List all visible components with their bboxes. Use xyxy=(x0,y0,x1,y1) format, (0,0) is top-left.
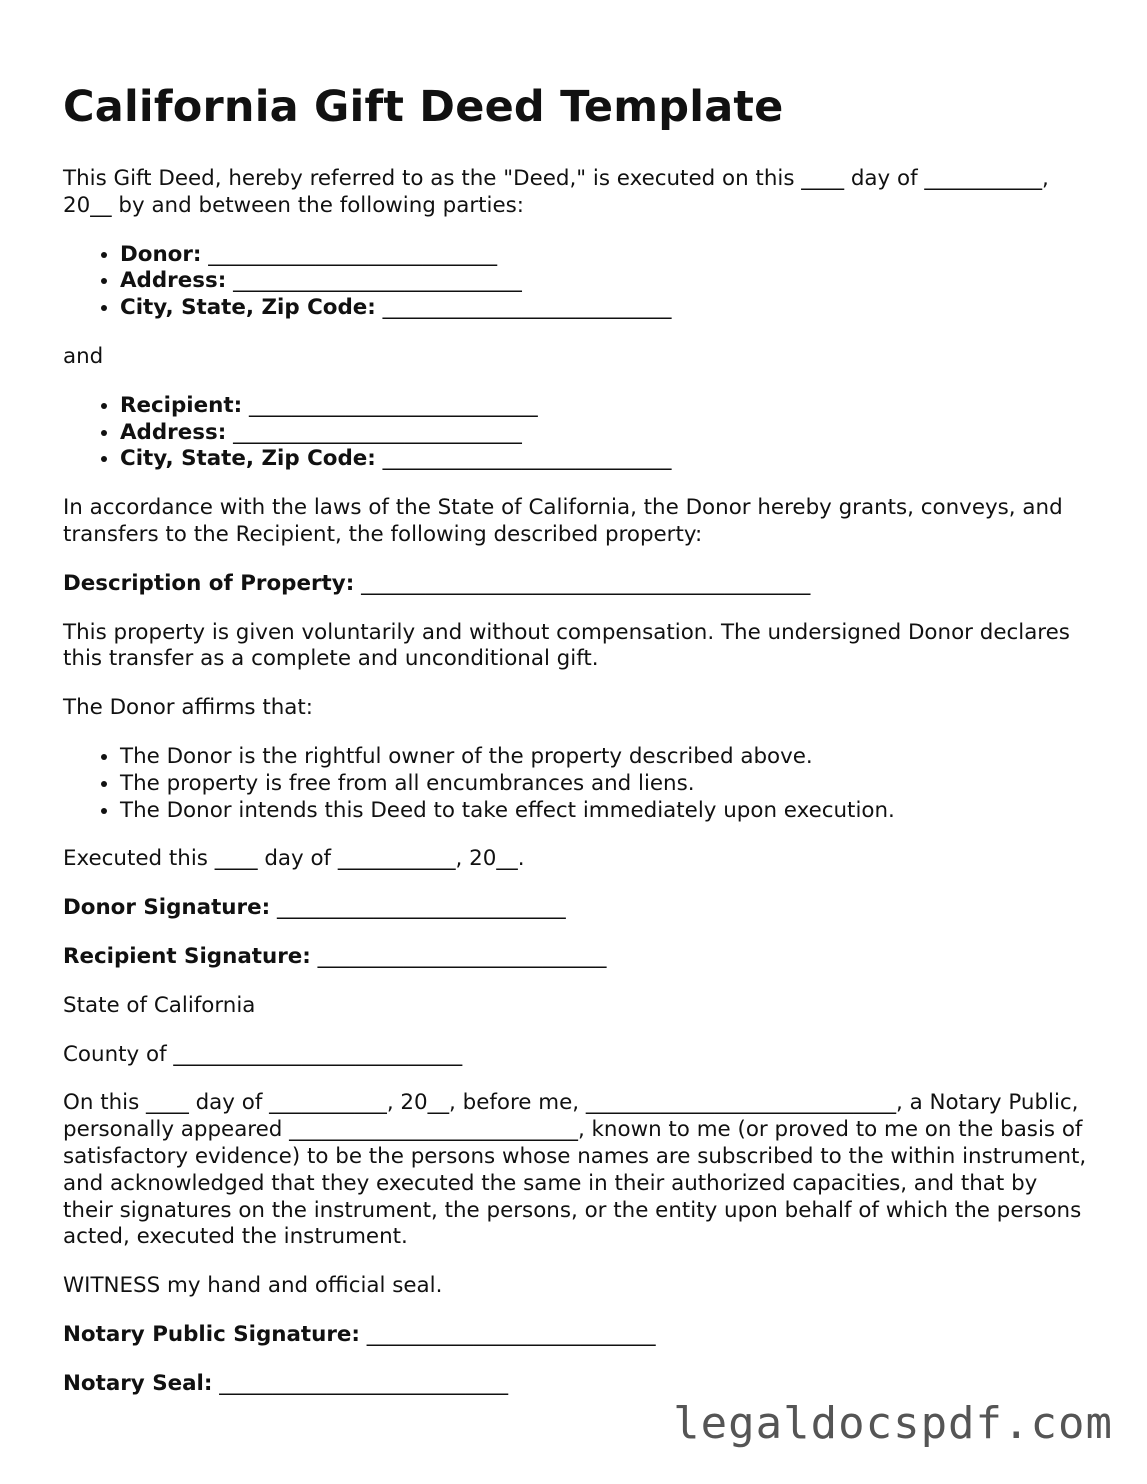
affirms-intro: The Donor affirms that: xyxy=(63,695,314,721)
field-label: Recipient: xyxy=(120,392,243,418)
description-field xyxy=(63,571,1093,598)
grant-paragraph: In accordance with the laws of the State of California, the Donor hereby grants, conveys, and transfers to the Recipient, the following described property: xyxy=(63,495,1063,547)
donor-fields-list xyxy=(63,242,1093,322)
voluntary-paragraph: This property is given voluntarily and without compensation. The undersigned Donor declares this transfer as a complete and unconditional gift. xyxy=(63,619,1070,672)
field-label: Notary Seal: xyxy=(63,1370,213,1396)
field-label: City, State, Zip Code: xyxy=(120,446,376,472)
donor-city-field xyxy=(120,295,1093,322)
field-blank: ___________________________ xyxy=(276,895,566,921)
field-blank: ___________________________ xyxy=(248,392,538,418)
field-blank: ___________________________ xyxy=(233,268,522,294)
recipient-signature-field xyxy=(63,944,1093,971)
donor-name-field xyxy=(120,242,1093,269)
recipient-city-field xyxy=(120,446,1093,473)
county-line: County of ___________________________ xyxy=(63,1041,463,1067)
notary-paragraph: On this ____ day of ___________, 20__, before me, _____________________________, a Notary Public, personally appeared ___________________________, known to me (or proved to me on the basis of satisfactory evidence) to be the persons whose names are subscribed to the within instrument, and acknowledged that they executed the same in their authorized capacities, and that by their signatures on the instrument, the persons, or the entity upon behalf of which the persons acted, executed the instrument. xyxy=(63,1090,1087,1250)
affirmations-list xyxy=(63,744,1093,824)
field-label: Donor: xyxy=(120,241,202,267)
watermark: legaldocspdf.com xyxy=(673,1398,1113,1449)
field-blank: ___________________________ xyxy=(382,295,672,321)
field-blank: ___________________________ xyxy=(208,241,498,267)
witness-line: WITNESS my hand and official seal. xyxy=(63,1273,443,1299)
field-blank: ___________________________ xyxy=(233,419,522,445)
field-label: Address: xyxy=(120,268,227,294)
list-item: • The Donor is the rightful owner of the property described above. xyxy=(120,744,1093,771)
field-label: Recipient Signature: xyxy=(63,943,311,969)
notary-seal-field xyxy=(63,1371,1093,1398)
state-line: State of California xyxy=(63,992,256,1018)
field-blank: ___________________________ xyxy=(382,446,672,472)
recipient-address-field xyxy=(120,420,1093,447)
field-blank: ___________________________ xyxy=(366,1321,656,1347)
executed-line: Executed this ____ day of ___________, 20__. xyxy=(63,846,525,872)
donor-address-field xyxy=(120,268,1093,295)
field-blank: ___________________________ xyxy=(317,943,607,969)
field-label: Description of Property: xyxy=(63,570,355,596)
list-item: • The Donor intends this Deed to take effect immediately upon execution. xyxy=(120,798,1093,825)
field-label: Notary Public Signature: xyxy=(63,1321,360,1347)
field-label: Address: xyxy=(120,419,227,445)
field-label: Donor Signature: xyxy=(63,895,271,921)
field-blank: __________________________________________ xyxy=(361,570,811,596)
intro-paragraph: This Gift Deed, hereby referred to as the "Deed," is executed on this ____ day of ___________, 20__ by and between the following parties: xyxy=(63,166,1049,218)
donor-signature-field xyxy=(63,895,1093,922)
list-item: • The property is free from all encumbrances and liens. xyxy=(120,771,1093,798)
recipient-name-field xyxy=(120,393,1093,420)
document-page xyxy=(63,78,1093,1420)
notary-signature-field xyxy=(63,1322,1093,1349)
field-label: City, State, Zip Code: xyxy=(120,295,376,321)
recipient-fields-list xyxy=(63,393,1093,473)
document-title: California Gift Deed Template xyxy=(63,82,784,132)
field-blank: ___________________________ xyxy=(219,1370,509,1396)
and-text: and xyxy=(63,343,104,369)
